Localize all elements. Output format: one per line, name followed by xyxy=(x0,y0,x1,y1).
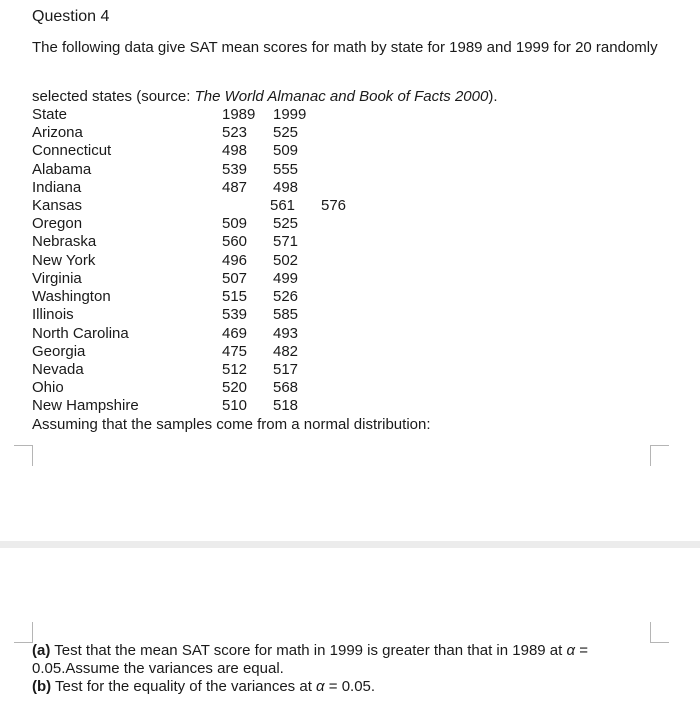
score-1989: 487 xyxy=(222,179,248,196)
score-1999: 499 xyxy=(273,270,299,287)
score-1989: 539 xyxy=(222,161,248,178)
score-1989: 523 xyxy=(222,124,248,141)
part-b-alpha: α xyxy=(316,678,325,695)
score-1999: 585 xyxy=(273,306,299,323)
score-1989: 520 xyxy=(222,379,248,396)
part-b-text-end: = 0.05. xyxy=(324,678,376,695)
source-suffix: ). xyxy=(488,88,498,105)
question-title: Question 4 xyxy=(32,8,110,25)
score-1999: 502 xyxy=(273,252,299,269)
score-1999: 509 xyxy=(273,142,299,159)
score-1999: 482 xyxy=(273,343,299,360)
score-1989: 539 xyxy=(222,306,248,323)
header-1999: 1999 xyxy=(273,106,307,123)
part-b-text: Test for the equality of the variances at xyxy=(51,678,317,695)
score-1999: 525 xyxy=(273,215,299,232)
score-1989: 512 xyxy=(222,361,248,378)
score-1999: 526 xyxy=(273,288,299,305)
state-name: North Carolina xyxy=(32,325,129,342)
state-name: New Hampshire xyxy=(32,397,139,414)
crop-corner-top-right-icon xyxy=(650,445,669,466)
score-1999: 525 xyxy=(273,124,299,141)
score-1989: 515 xyxy=(222,288,248,305)
state-name: Oregon xyxy=(32,215,83,232)
intro-text: The following data give SAT mean scores for math by state for 1989 and 1999 for 20 randomly xyxy=(32,39,658,56)
score-1989: 561 xyxy=(270,197,296,214)
state-name: Alabama xyxy=(32,161,92,178)
score-1989: 507 xyxy=(222,270,248,287)
header-1989: 1989 xyxy=(222,106,256,123)
crop-corner-bottom-left-icon xyxy=(14,622,33,643)
assumption-text: Assuming that the samples come from a normal distribution: xyxy=(32,416,431,433)
score-1989: 498 xyxy=(222,142,248,159)
score-1989: 475 xyxy=(222,343,248,360)
part-a-text-end: = 0.05.Assume the variances are equal. xyxy=(32,642,588,677)
state-name: Ohio xyxy=(32,379,64,396)
part-a xyxy=(32,642,652,678)
score-1999: 493 xyxy=(273,325,299,342)
state-name: New York xyxy=(32,252,96,269)
state-name: Nebraska xyxy=(32,233,97,250)
state-name: Washington xyxy=(32,288,111,305)
part-b xyxy=(32,678,652,696)
state-name: Connecticut xyxy=(32,142,112,159)
score-1999: 568 xyxy=(273,379,299,396)
score-1999: 576 xyxy=(321,197,347,214)
state-name: Virginia xyxy=(32,270,82,287)
part-a-text: Test that the mean SAT score for math in 1999 is greater than that in 1989 at xyxy=(50,642,567,659)
source-line xyxy=(32,88,498,105)
section-divider xyxy=(0,541,700,548)
score-1999: 555 xyxy=(273,161,299,178)
score-1999: 518 xyxy=(273,397,299,414)
score-1989: 496 xyxy=(222,252,248,269)
part-b-label: (b) xyxy=(32,678,52,695)
state-name: Arizona xyxy=(32,124,83,141)
header-state: State xyxy=(32,106,68,123)
source-title: The World Almanac and Book of Facts 2000 xyxy=(194,88,489,105)
score-1999: 498 xyxy=(273,179,299,196)
score-1989: 560 xyxy=(222,233,248,250)
crop-corner-top-left-icon xyxy=(14,445,33,466)
source-prefix: selected states (source: xyxy=(32,88,195,105)
state-name: Nevada xyxy=(32,361,84,378)
state-name: Illinois xyxy=(32,306,74,323)
part-a-label: (a) xyxy=(32,642,51,659)
score-1989: 509 xyxy=(222,215,248,232)
score-1999: 571 xyxy=(273,233,299,250)
part-a-alpha: α xyxy=(566,642,576,659)
score-1989: 510 xyxy=(222,397,248,414)
score-1989: 469 xyxy=(222,325,248,342)
crop-corner-bottom-right-icon xyxy=(650,622,669,643)
state-name: Georgia xyxy=(32,343,86,360)
score-1999: 517 xyxy=(273,361,299,378)
state-name: Kansas xyxy=(32,197,83,214)
state-name: Indiana xyxy=(32,179,82,196)
question-parts xyxy=(32,642,652,696)
